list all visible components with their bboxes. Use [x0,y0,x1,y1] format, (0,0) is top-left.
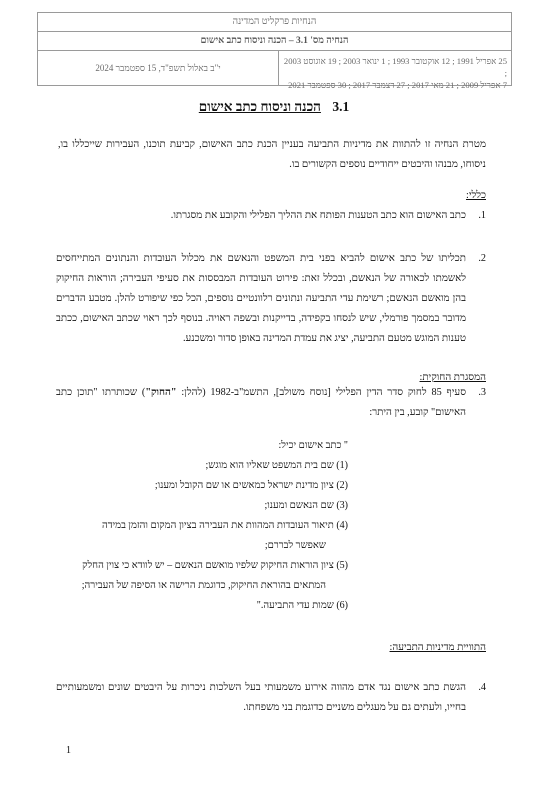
quote-line: המתאים בהוראת החיקוק, כדוגמת הרישה או הסיפה של העבירה; [81,580,326,591]
revision-line: 25 אפריל 1991 ; 12 אוקטובר 1993 ; 1 ינואר 2003 ; 19 אוגוסט 2003 ; [283,56,507,78]
item-text: כתב האישום הוא כתב הטענות הפותח את ההליך הפלילי והקובע את מסגרתו. [170,210,466,221]
page-number: 1 [66,745,71,756]
item-number: 2. [478,253,486,264]
list-item [56,249,486,349]
title-number: 3.1 [332,99,350,114]
quote-line: (4) תיאור העובדות המהוות את העבירה בציון המקום והזמן במידה [101,520,348,531]
section-heading-policy: התוויית מדיניות התביעה: [389,642,486,653]
item-text [56,383,466,423]
statute-quote [73,436,348,616]
quote-line: " כתב אישום יכיל: [278,440,348,451]
section-heading-general: כללי: [465,190,486,201]
quote-line: (1) שם בית המשפט שאליו הוא מוגש; [205,460,348,471]
guideline-header-table [37,12,512,90]
defined-term: "החוק" [145,387,177,398]
item-number: 3. [478,387,486,398]
item-number: 4. [478,682,486,693]
quote-line: (6) שמות עדי התביעה." [256,600,348,611]
quote-line: (3) שם הנאשם ומענו; [264,500,348,511]
document-title [0,99,548,115]
section-heading-legal: המסגרת החוקית: [419,372,486,383]
list-item [56,206,486,226]
item-text: תכליתו של כתב אישום להביא בפני בית המשפט והנאשם את מכלול העובדות והנתונים המתייחסים לאשמתו לכאורה של הנאשם, ובכלל זאת: פירוט העובדות המבססות את סעיפי העבירה; הוראות החיקוק בהן מואשם הנאשם; רשימת עדי התביעה ונתונים רלוונטיים נוספים, הכל כפי שיפורט להלן. מטבע הדברים מדובר במסמך פורמלי, שיש לנסחו בקפידה, בדייקנות ובשפה ראויה. בנוסף לכך ראוי שכתב האישום, ככתב טענות המוגש מטעם התביעה, יציג את עמדת המדינה באופן סדור ומשכנע. [56,253,466,344]
header-revision-history [279,51,511,90]
item-text-part: ) שכותרתו "תוכן כתב האישום" קובע, בין היתר: [56,387,466,418]
intro-paragraph: מטרת הנחיה זו להתוות את מדיניות התביעה בעניין הכנת כתב האישום, קביעת תוכנו, העבירות שייכללו בו, ניסוחו, מבנהו והיבטים ייחודיים נוספים הקשורים בו. [58,139,486,170]
header-dates-row [38,51,511,90]
list-item [56,678,486,718]
quote-line: שאפשר לבררם; [264,540,326,551]
title-text: הכנה וניסוח כתב אישום [198,99,321,114]
quote-line: (2) ציון מדינת ישראל כמאשים או שם הקובל ומענו; [154,480,348,491]
item-text: הגשת כתב אישום נגד אדם מהווה אירוע משמעותי בעל השלכות ניכרות על היבטים שונים ומשמעותיים בחייו, ולעתים גם על מעגלים משניים כדוגמת בני משפחתו. [56,682,466,713]
header-current-date: י"ב באלול תשפ"ד, 15 ספטמבר 2024 [38,51,279,85]
item-number: 1. [478,210,486,221]
item-text-part: סעיף 85 לחוק סדר הדין הפלילי [נוסח משולב], התשמ"ב-1982 (להלן: [176,387,466,398]
header-org: הנחיות פרקליט המדינה [38,13,511,32]
header-guideline-title: הנחיה מס' 3.1 – הכנה וניסוח כתב אישום [38,32,511,51]
revision-line: 7 אפריל 2009 ; 21 מאי 2017 ; 27 דצמבר 2017 ; 30 ספטמבר 2021 [288,80,507,90]
quote-line: (5) ציון הוראות החיקוק שלפיו מואשם הנאשם – יש לוודא כי צוין החלק [82,560,348,571]
list-item [56,383,486,423]
